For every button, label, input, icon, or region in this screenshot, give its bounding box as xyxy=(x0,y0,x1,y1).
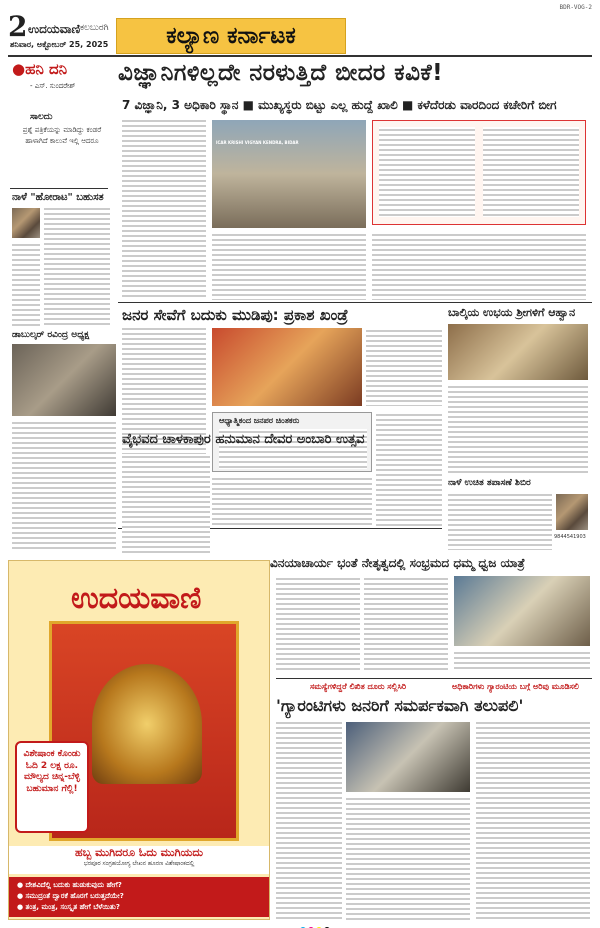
kicker-right: ಅಧಿಕಾರಿಗಳು ಗ್ಯಾರಂಟಿಯ ಬಗ್ಗೆ ಅರಿವು ಮೂಡಿಸಲಿ xyxy=(452,682,579,691)
box-text xyxy=(483,127,579,217)
story2-headline: ಜನರ ಸೇವೆಗೆ ಬದುಕು ಮುಡಿಪು: ಪ್ರಕಾಶ ಖಂಡ್ರೆ xyxy=(122,306,349,324)
text-block xyxy=(476,720,590,920)
text-block xyxy=(12,420,116,550)
meeting-photo xyxy=(346,722,470,792)
box-text xyxy=(379,127,475,217)
sidebar-divider xyxy=(10,188,108,189)
page-number: 2 xyxy=(8,10,28,43)
text-block xyxy=(122,454,210,554)
ad-bullets xyxy=(9,877,269,917)
text-block xyxy=(122,118,206,298)
text-block xyxy=(346,796,470,920)
text-block xyxy=(44,206,110,326)
paper-name: ಉದಯವಾಣಿ xyxy=(28,22,81,36)
building-sign: ICAR KRISHI VIGYAN KENDRA, BIDAR xyxy=(216,140,299,145)
story4-headline: ವೈಭವದ ಚಾಳಕಾಪುರ ಹನುಮಾನ ದೇವರ ಅಂಬಾರಿ ಉತ್ಸವ xyxy=(122,432,365,447)
portrait-photo xyxy=(12,208,40,238)
text-block xyxy=(366,328,442,406)
ad-tagline-band xyxy=(9,846,269,874)
text-block xyxy=(276,720,342,920)
story6-headline: ವಿನಯಾಚಾರ್ಯ ಭಂತೆ ನೇತೃತ್ವದಲ್ಲಿ ಸಂಭ್ರಮದ ಧಮ್ಮ ಧ್ವಜ ಯಾತ್ರೆ xyxy=(270,556,525,570)
phone-number: 9844541903 xyxy=(554,534,586,540)
group-photo xyxy=(12,344,116,416)
text-block xyxy=(212,476,372,526)
kicker-left: ಸಮಸ್ಯೆಗಳಿದ್ದರೆ ಲಿಖಿತ ದೂರು ಸಲ್ಲಿಸಿರಿ xyxy=(310,682,407,691)
story5-headline: ನಾಳೆ ಉಚಿತ ತಪಾಸಣೆ ಶಿಬಿರ xyxy=(448,478,531,488)
text-block xyxy=(212,232,366,300)
bottom-headline: 'ಗ್ಯಾರಂಟಿಗಳು ಜನರಿಗೆ ಸಮರ್ಪಕವಾಗಿ ತಲುಪಲಿ' xyxy=(276,696,524,715)
ad-logo: ಉದಯವಾಣಿ xyxy=(71,581,202,616)
lead-subheadline: 7 ವಿಜ್ಞಾನಿ, 3 ಅಧಿಕಾರಿ ಸ್ಥಾನ ■ ಮುಖ್ಯಸ್ಥರು ಬಿಟ್ಟು ಎಲ್ಲ ಹುದ್ದೆ ಖಾಲಿ ■ ಕಳೆದೆರಡು ವಾರದಿಂದ ಕಚೇರಿಗೆ ಬೀಗ xyxy=(122,98,557,112)
info-box-headline: ಆಧ್ಯಾತ್ಮಿಕಂದ ಜನಪರ ಚಿಂತಕರು xyxy=(219,416,300,425)
kvk-building-photo xyxy=(212,120,366,228)
swamiji-photo xyxy=(448,324,588,380)
ad-tagline: ಹಬ್ಬ ಮುಗಿದರೂ ಓದು ಮುಗಿಯದು xyxy=(74,846,204,859)
text-block xyxy=(454,650,590,672)
story3-headline: ಬಾಲ್ಕಿಯ ಉಭಯ ಶ್ರೀಗಳಿಗೆ ಆಹ್ವಾನ xyxy=(448,306,576,319)
highlight-box xyxy=(372,120,586,225)
hanidani-logo: ●ಹನಿ ದನಿ xyxy=(12,60,68,78)
text-block xyxy=(376,412,442,526)
ad-bullet: ● ತಂತ್ರ, ಮಂತ್ರ, ಸಂಸ್ಕೃತ ಹೇಗೆ ಬೆಳೆಯಿತು? xyxy=(17,902,120,911)
section-rule xyxy=(118,302,592,303)
text-block xyxy=(12,242,40,326)
masthead-rule xyxy=(8,55,592,57)
left-story2-headline: ಡಾಬುಲ್ಕರ್ ರವಿಂದ್ರ ಅಧ್ಯಕ್ಷ xyxy=(12,330,90,340)
goddess-illustration xyxy=(92,664,202,784)
text-block xyxy=(364,576,448,672)
text-block xyxy=(276,576,360,672)
ad-promo-badge: ವಿಶೇಷಾಂಕ ಕೊಂಡು ಓದಿ 2 ಲಕ್ಷ ರೂ. ಮೌಲ್ಯದ ಚಿನ್ನ-ಬೆಳ್ಳಿ ಬಹುಮಾನ ಗೆಲ್ಲಿ! xyxy=(15,741,89,833)
event-photo xyxy=(212,328,362,406)
ad-tagline-sub: ಭರಪೂರ ಸಂಗ್ರಹಯೋಗ್ಯ ಲೇಖನ ಹೂರಣ ವಿಶೇಷಾಂಕದಲ್ಲಿ xyxy=(83,860,195,867)
column-text: ಪ್ರಶ್ನೆ ಪತ್ರಿಕೆಯನ್ನು ಮಾಡಿದ್ದು ಕಂಡರೆ ಹಾಳಾಗಿದೆ ಕಾಲುವೆ ಇಲ್ಲಿ ಆದರೂ xyxy=(22,126,102,146)
section-rule xyxy=(276,678,592,679)
registration-marks xyxy=(300,918,332,928)
lead-headline: ವಿಜ್ಞಾನಿಗಳಿಲ್ಲದೇ ನರಳುತ್ತಿದೆ ಬೀದರ ಕವಿಕೆ! xyxy=(118,60,444,86)
print-code: BDR-VOG-2 xyxy=(559,4,592,11)
doctor-photo xyxy=(556,494,588,530)
text-block xyxy=(372,232,586,300)
date-line: ಶನಿವಾರ, ಅಕ್ಟೋಬರ್ 25, 2025 xyxy=(10,40,109,49)
section-title: ಕಲ್ಯಾಣ ಕರ್ನಾಟಕ xyxy=(116,18,346,54)
procession-photo xyxy=(454,576,590,646)
hanidani-author: - ಎಸ್. ಸುಂದರೇಶ್ xyxy=(30,82,76,90)
ad-bullet: ● ಸಮುದ್ರಂತೆ ದ್ವಾರಕೆ ಹೊರಗೆ ಬರುತ್ತದೆಯೇ? xyxy=(17,891,124,900)
udayavani-special-ad xyxy=(8,560,270,920)
text-block xyxy=(448,492,552,550)
text-block xyxy=(448,384,588,474)
left-story-headline: ನಾಳೆ "ಹೋರಾಟ" ಬಹುಸತ xyxy=(12,192,104,203)
column-title: ಸಾಲದು xyxy=(30,112,53,122)
edition-tag: ಕಲಬುರಗಿ xyxy=(80,23,109,33)
ad-bullet: ● ದೇಶವಿದೆಲ್ಲಿ ಬದುಕು ಹುಡುಕುವುದು ಹೇಗೆ? xyxy=(17,881,122,889)
